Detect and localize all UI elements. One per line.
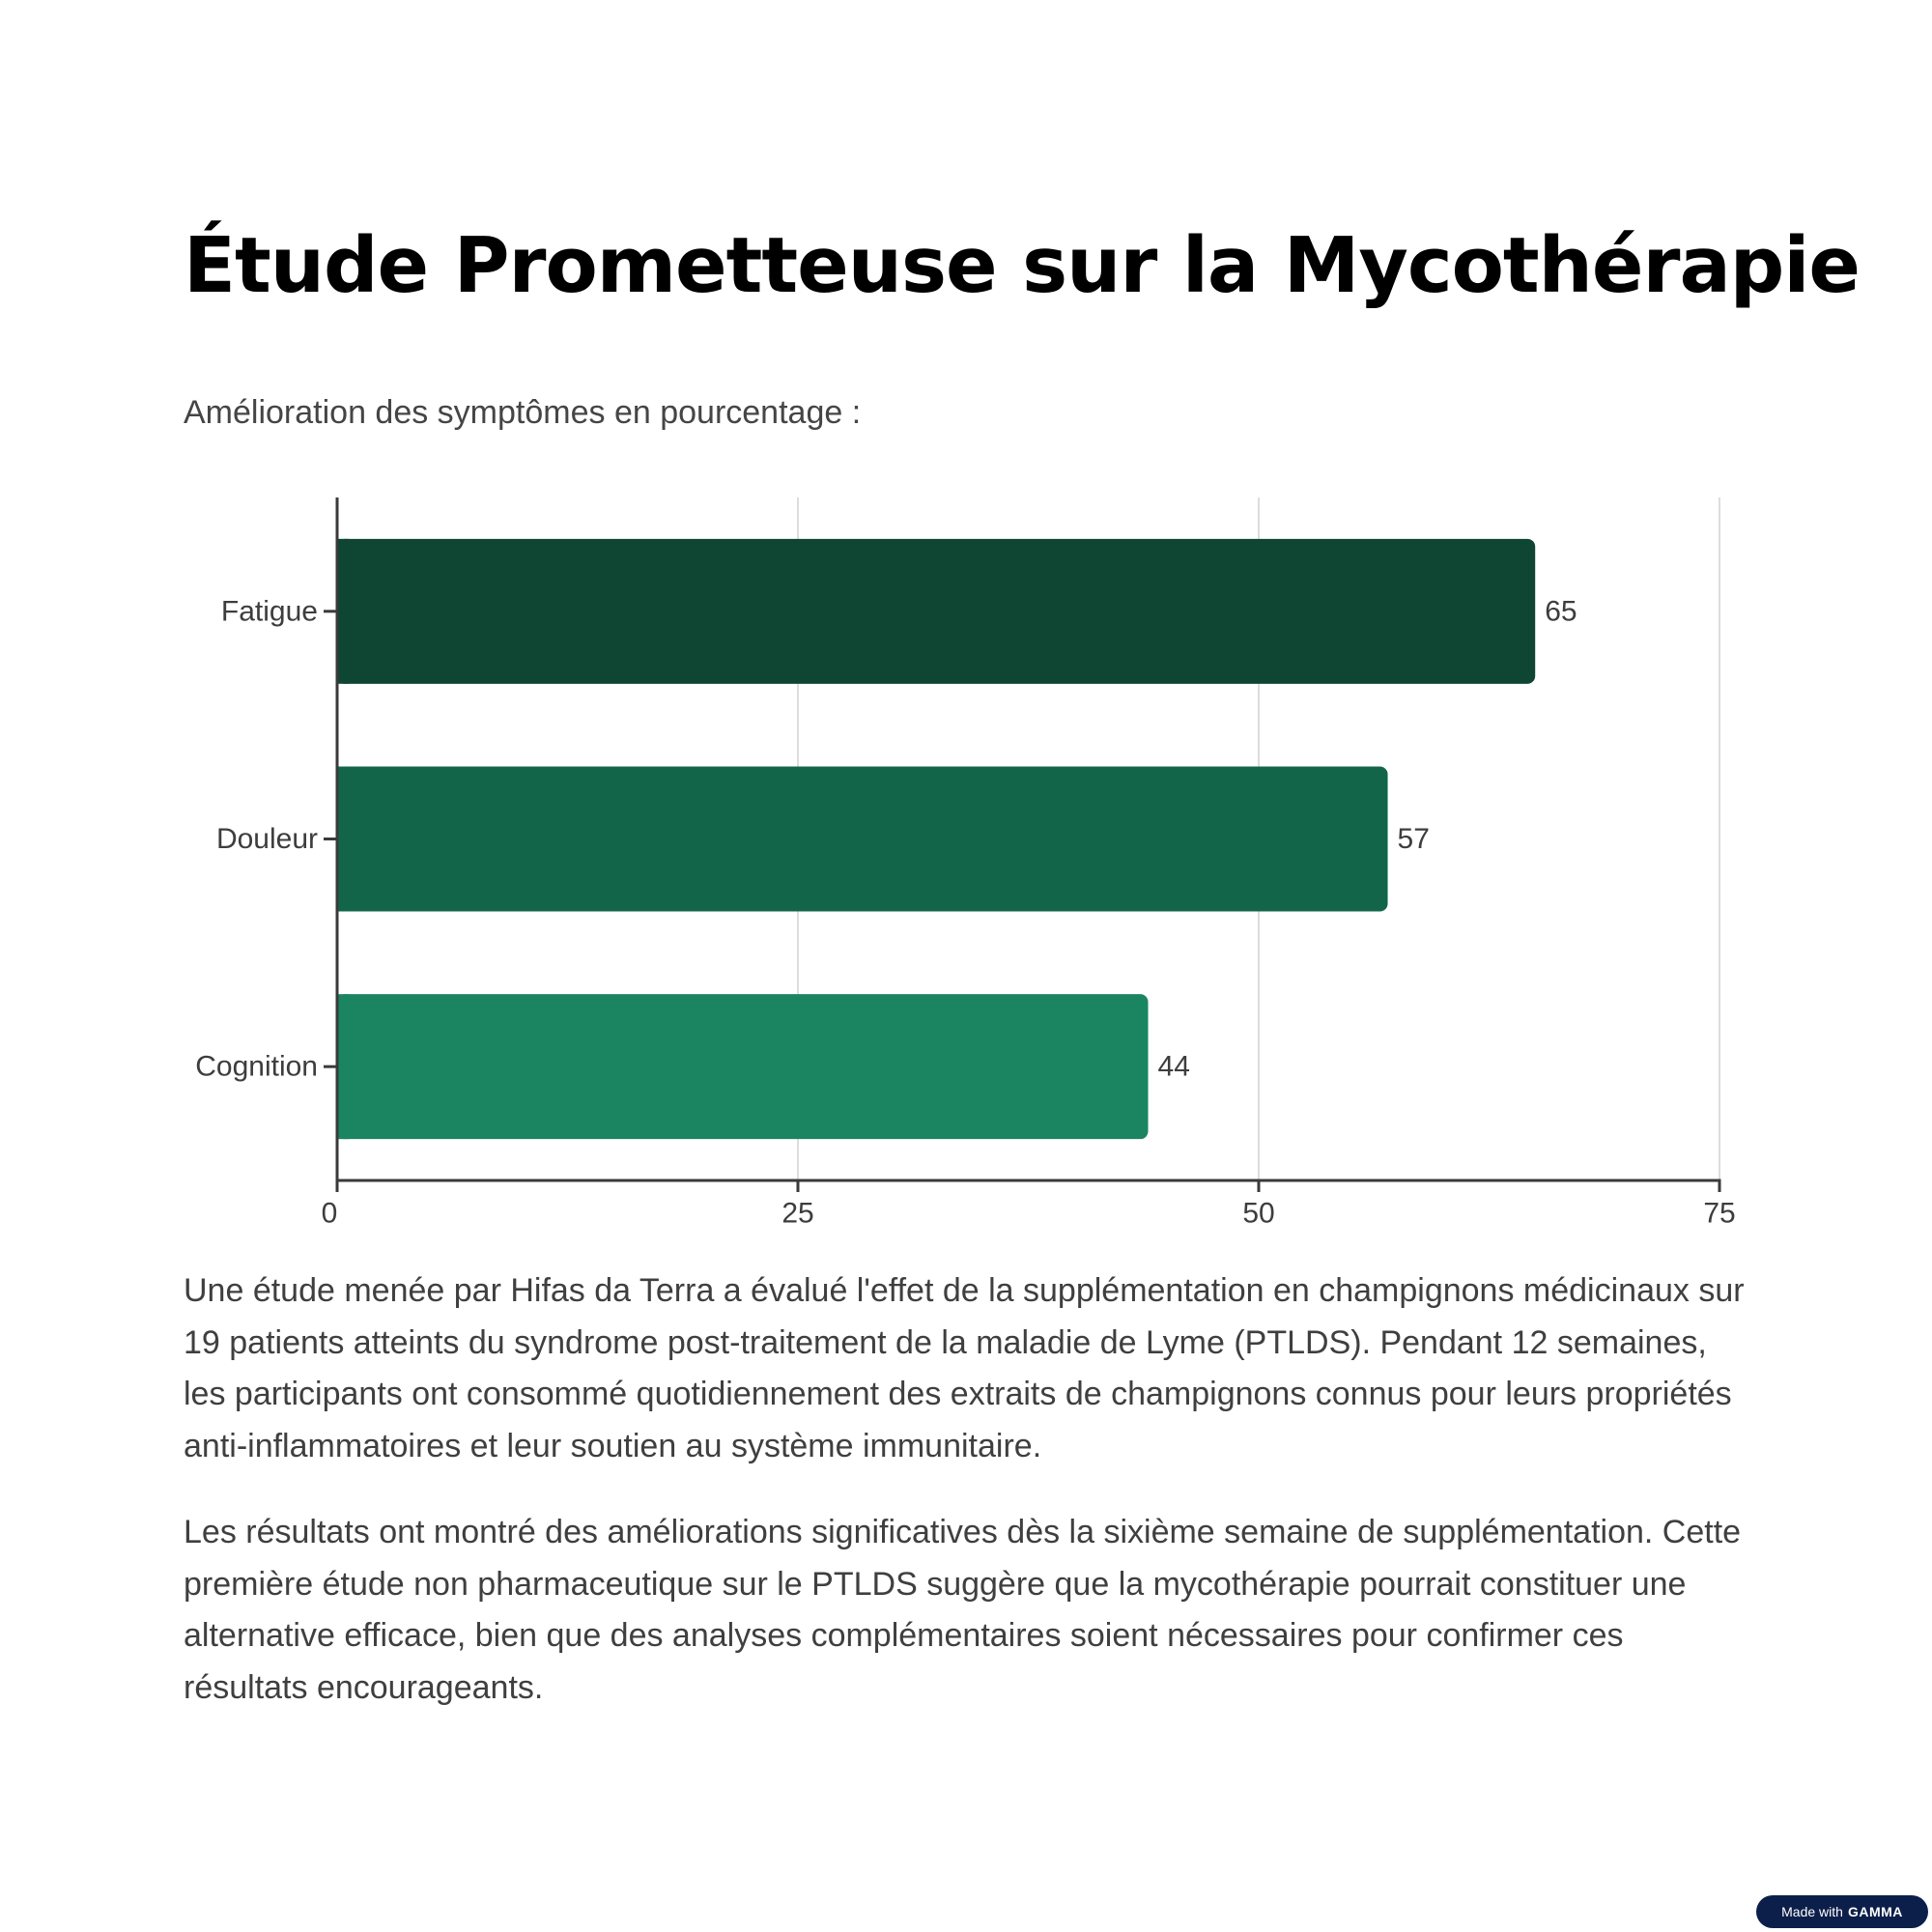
page-title: Étude Prometteuse sur la Mycothérapie (184, 221, 1860, 310)
category-label: Fatigue (220, 595, 318, 628)
category-label: Cognition (195, 1050, 318, 1083)
paragraph-study: Une étude menée par Hifas da Terra a évalué l'effet de la supplémentation en champignons médicinaux sur 19 patients atteints du syndrome post-traitement de la maladie de Lyme (PTLDS). Pendant 12 semaines, les participants ont consommé quotidiennement des extraits de champignons connus pour leurs propriétés anti-inflammatoires et leur soutien au système immunitaire. (184, 1272, 1745, 1464)
bar-base (337, 767, 349, 912)
x-tick-label: 0 (321, 1197, 338, 1230)
body-text (184, 1265, 1753, 1748)
made-with-gamma-badge[interactable] (1756, 1895, 1928, 1928)
category-label: Douleur (215, 823, 318, 855)
chart-subtitle: Amélioration des symptômes en pourcentage : (184, 394, 862, 431)
paragraph-results: Les résultats ont montré des améliorations significatives dès la sixième semaine de supplémentation. Cette première étude non pharmaceutique sur le PTLDS suggère que la mycothérapie pourrait constituer une alternative efficace, bien que des analyses complémentaires soient nécessaires pour confirmer ces résultats encourageants. (184, 1514, 1742, 1706)
bar (337, 994, 1149, 1139)
x-tick-label: 50 (1242, 1197, 1275, 1230)
gamma-logo: GAMMA (1847, 1904, 1903, 1919)
data-label: 44 (1157, 1050, 1190, 1083)
badge-prefix: Made with (1781, 1904, 1843, 1919)
data-label: 57 (1397, 823, 1430, 855)
bar (337, 539, 1535, 684)
x-tick-label: 25 (781, 1197, 814, 1230)
bar-base (337, 539, 349, 684)
x-tick-label: 75 (1703, 1197, 1736, 1230)
data-label: 65 (1545, 595, 1577, 628)
bar-base (337, 994, 349, 1139)
bar (337, 767, 1388, 912)
